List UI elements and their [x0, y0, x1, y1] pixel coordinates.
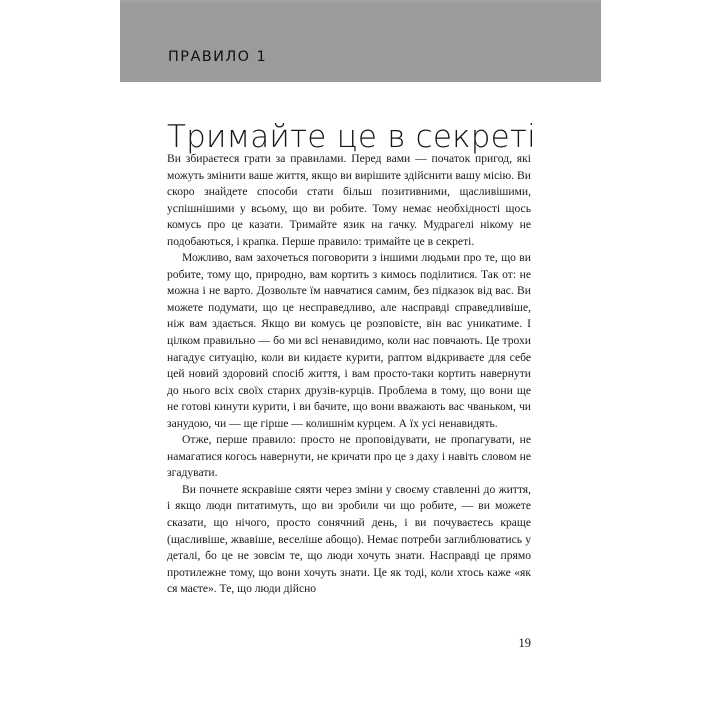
chapter-header-band [120, 0, 601, 82]
body-paragraph: Ви почнете яскравіше сяяти через зміни у своєму ставленні до життя, і якщо люди питатимуть, що ви зробили чи що робите, — ви можете сказати, що нічого, просто сонячний день, і ви почуваєтесь краще (щасливіше, жвавіше, веселіше абощо). Немає потреби заглиблюватись у деталі, бо це не зовсім те, що люди хочуть знати. Насправді це прямо протилежне тому, що вони хочуть знати. Це як тоді, коли хтось каже «як ся маєте». Те, що люди дійсно [167, 482, 531, 596]
body-text-column [167, 151, 531, 598]
chapter-number-label: ПРАВИЛО 1 [168, 49, 268, 65]
chapter-band-top-edge [120, 0, 601, 3]
body-paragraph: Ви збираєтеся грати за правилами. Перед вами — початок пригод, які можуть змінити ваше життя, якщо ви вирішите здійснити вашу місію. Ви скоро знайдете способи стати більш позитивними, щасливішими, успішнішими у всьому, що ви робите. Тому немає необхідності щось комусь про це казати. Тримайте язик на гачку. Мудрагелі нікому не подобаються, і крапка. Перше правило: тримайте це в секреті. [167, 152, 531, 248]
chapter-title: Тримайте це в секреті [167, 118, 536, 155]
body-paragraph: Отже, перше правило: просто не проповідувати, не пропагувати, не намагатися когось навернути, не кричати про це з даху і навіть словом не згадувати. [167, 433, 531, 480]
page-number: 19 [518, 636, 531, 650]
body-paragraph: Можливо, вам захочеться поговорити з іншими людьми про те, що ви робите, тому що, природно, вам кортить з кимось поділитися. Так от: не можна і не варто. Дозвольте їм навчатися самим, без підказок від вас. Ви можете подумати, що це несправедливо, але насправді справедливіше, ніж вам здається. Якщо ви комусь це розповісте, він вас уникатиме. І цілком правильно — бо ми всі ненавидимо, коли нас повчають. Це трохи нагадує ситуацію, коли ви кидаєте курити, раптом відкриваєте для себе цей новий здоровий спосіб життя, і вам просто-таки кортить навернути до нього всіх своїх старих друзів-курців. Проблема в тому, що вони ще не готові кинути курити, і ви бачите, що вони вважають вас чваньком, чи занудою, чи — ще гірше — колишнім курцем. А їх усі ненавидять. [167, 251, 531, 430]
